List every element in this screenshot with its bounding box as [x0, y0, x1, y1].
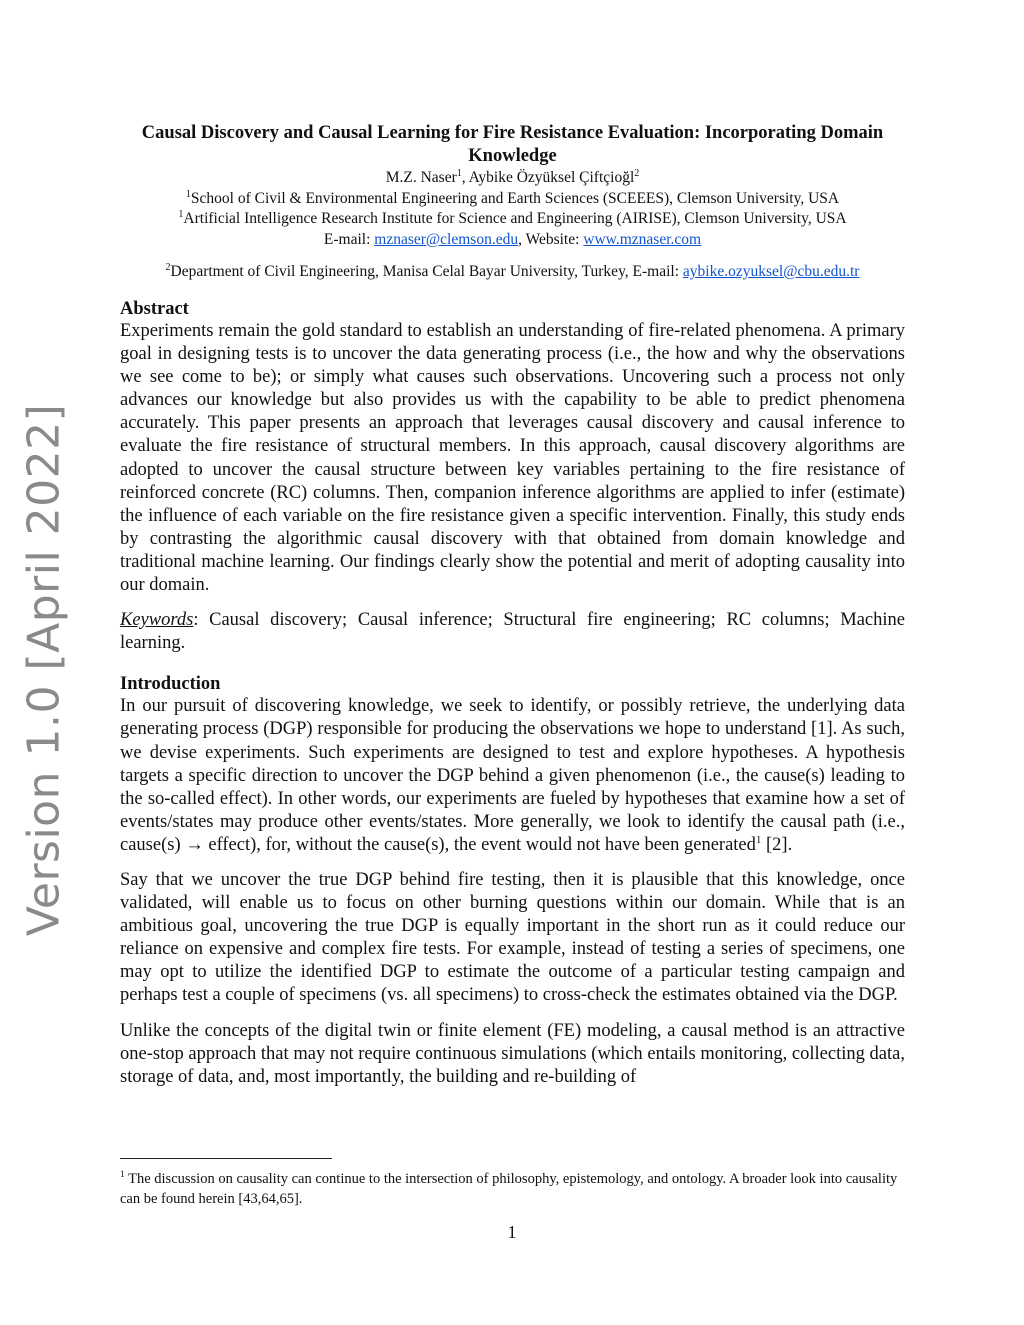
affiliation-text: Artificial Intelligence Research Institute for Science and Engineering (AIRISE), Clemson University, USA: [183, 210, 847, 227]
affiliation-line: [120, 262, 905, 283]
affiliation-superscript: 1: [178, 208, 184, 220]
paper-body: [120, 298, 905, 1089]
contact-line: [120, 230, 905, 251]
paper-title: Causal Discovery and Causal Learning for Fire Resistance Evaluation: Incorporating Domain Knowledge: [141, 123, 884, 166]
website-link[interactable]: www.mznaser.com: [583, 230, 702, 248]
affiliation-superscript: 1: [185, 188, 191, 200]
affiliation-text: School of Civil & Environmental Engineering and Earth Sciences (SCEEES), Clemson University, USA: [190, 189, 840, 207]
author-name: Aybike Özyüksel Çiftçioğl: [468, 169, 635, 186]
keywords-text: Causal discovery; Causal inference; Structural fire engineering; RC columns; Machine learning.: [120, 610, 905, 654]
paragraph: [120, 695, 905, 857]
version-watermark: Version 1.0 [April 2022]: [18, 403, 70, 937]
affiliation-text: Department of Civil Engineering, Manisa Celal Bayar University, Turkey, E-mail:: [170, 263, 683, 280]
affiliation-line: [120, 189, 905, 210]
footnote-marker[interactable]: 1: [755, 833, 762, 846]
paragraph: Unlike the concepts of the digital twin or finite element (FE) modeling, a causal method is an attractive one-stop approach that may not require continuous simulations (which entails monitoring, collecting data, storage of data, and, most importantly, the building and re-building of: [120, 1020, 905, 1087]
paragraph: Say that we uncover the true DGP behind fire testing, then it is plausible that this knowledge, once validated, will enable us to focus on other burning questions within our domain. While that is an ambitious goal, uncovering the true DGP is equally important in the short run as it could reduce our reliance on expensive and complex fire tests. For example, instead of testing a series of specimens, one may opt to utilize the identified DGP to estimate the outcome of a particular testing campaign and perhaps test a couple of specimens (vs. all specimens) to cross-check the estimates obtained via the DGP.: [120, 869, 905, 1006]
affiliation-superscript: 2: [165, 261, 171, 273]
author-superscript: 2: [634, 167, 640, 179]
keywords-colon: :: [193, 610, 199, 631]
affiliation-line: [120, 209, 905, 230]
website-label: , Website:: [518, 230, 584, 248]
paper-header: [120, 122, 905, 283]
introduction-heading: Introduction: [120, 674, 221, 695]
email-link[interactable]: aybike.ozyuksel@cbu.edu.tr: [682, 263, 860, 280]
author-separator: ,: [461, 169, 469, 186]
keywords-line: [120, 609, 905, 655]
email-link[interactable]: mznaser@clemson.edu: [374, 230, 519, 248]
paragraph-text: In our pursuit of discovering knowledge, we seek to identify, or possibly retrieve, the underlying data generating process (DGP) responsible for producing the observations we hope to understand [1]. As such, we devise experiments. Such experiments are designed to test and explore hypotheses. A hypothesis targets a specific direction to uncover the DGP behind a given phenomenon (i.e., the cause(s) leading to the so-called effect). In other words, our experiments are fueled by hypotheses that examine how a set of events/states may produce other events/states. More generally, we look to identify the causal path (i.e., cause(s) → effect), for, without the cause(s), the event would not have been generated: [120, 696, 905, 855]
abstract-text: Experiments remain the gold standard to establish an understanding of fire-related phenomena. A primary goal in designing tests is to uncover the data generating process (i.e., the how and why the observations we see come to be); or simply what causes such observations. Uncovering such a process not only advances our knowledge but also provides us with the capability to be able to predict phenomena accurately. This paper presents an approach that leverages causal discovery and causal inference to evaluate the fire resistance of structural members. In this approach, causal discovery algorithms are adopted to uncover the causal structure between key variables pertaining to the fire resistance of reinforced concrete (RC) columns. Then, companion inference algorithms are applied to infer (estimate) the influence of each variable on the fire resistance given a specific intervention. Finally, this study ends by contrasting the algorithmic causal discovery with that obtained from domain knowledge and traditional machine learning. Our findings clearly show the potential and merit of adopting causality into our domain.: [120, 321, 905, 596]
footnote-text: The discussion on causality can continue to the intersection of philosophy, epistemology, and ontology. A broader look into causality can be found herein [43,64,65].: [120, 1170, 898, 1207]
paragraph-text: [2].: [761, 834, 793, 855]
email-label: E-mail:: [323, 230, 375, 248]
footnote-number: 1: [120, 1170, 125, 1180]
author-superscript: 1: [456, 167, 462, 179]
page-number: 1: [507, 1222, 517, 1242]
keywords-label: Keywords: [120, 610, 194, 631]
abstract-heading: Abstract: [120, 299, 189, 319]
author-line: [120, 168, 905, 189]
footnote-divider: [120, 1158, 332, 1159]
footnote: [120, 1165, 905, 1209]
author-name: M.Z. Naser: [385, 169, 457, 186]
